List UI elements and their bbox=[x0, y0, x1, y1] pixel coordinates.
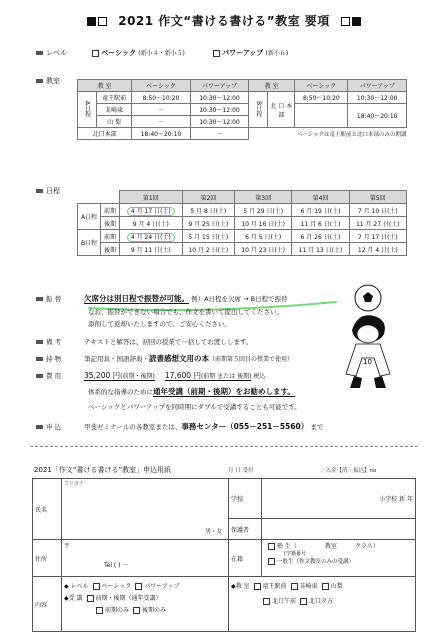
page-title: 2021 作文“書ける書ける”教室 要項 bbox=[0, 12, 448, 29]
status-field[interactable]: 塾 生（ 教室 クラス） (学籍番号 一般生（作文教室のみの受講） bbox=[262, 540, 416, 577]
group-cell: A日程 bbox=[78, 204, 101, 230]
form-label: 学校 bbox=[229, 479, 262, 519]
fee-recommend: 体系的な指導のために通年受講（前期・後期）をお勧めします。 bbox=[88, 387, 295, 396]
gender-option[interactable]: 男・女 bbox=[205, 529, 222, 535]
group-cell: B日程 bbox=[78, 230, 101, 256]
bullet-icon bbox=[36, 189, 43, 193]
square-outline-icon bbox=[341, 17, 350, 26]
cell: － bbox=[132, 104, 191, 116]
cell: 8:50～10:20 bbox=[132, 92, 191, 104]
svg-text:10: 10 bbox=[363, 358, 372, 366]
date-cell: 11 月 27 日(土) bbox=[349, 217, 406, 230]
checkbox-full-year[interactable] bbox=[87, 595, 94, 602]
bullet-icon bbox=[36, 357, 43, 361]
checkbox-room-yamanashi[interactable] bbox=[322, 583, 329, 590]
form-received: 月 日 受付 bbox=[228, 468, 254, 474]
cell: 10:30～12:00 bbox=[190, 92, 249, 104]
checkbox-room-kitaguchi-am[interactable] bbox=[263, 598, 270, 605]
date-cell: 6 月 19 日(土) bbox=[292, 204, 349, 217]
form-label: 氏名 bbox=[33, 479, 62, 540]
header-cell: ベーシック bbox=[295, 80, 348, 92]
cell: 竜王駅前 bbox=[97, 92, 132, 104]
bikou-row: 備 考 テキストと解答は、初回の授業で一括してお渡しします。 bbox=[36, 338, 252, 347]
date-cell: 6 月 26 日(土) bbox=[292, 230, 349, 243]
bullet-icon bbox=[36, 297, 43, 301]
transfer-row: 振 替 欠席分は別日程で振替が可能。 例）A日程を欠席 → B日程で振替 bbox=[36, 294, 366, 304]
date-cell: 5 月 8 日(土) bbox=[182, 204, 234, 217]
header-cell: ベーシック bbox=[132, 80, 191, 92]
date-cell: 10 月 2 日(土) bbox=[182, 243, 234, 256]
cut-line bbox=[30, 446, 418, 447]
cell: 北 口 本 部 bbox=[268, 92, 295, 128]
date-cell: 9 月 11 日(土) bbox=[120, 243, 183, 256]
bullet-icon bbox=[36, 340, 43, 344]
cell: 8:50～10:20 bbox=[295, 92, 348, 104]
bullet-icon bbox=[36, 425, 43, 429]
bullet-icon bbox=[36, 51, 43, 55]
term-cell: 前期 bbox=[101, 204, 120, 217]
corner-cell bbox=[78, 191, 120, 204]
name-field[interactable] bbox=[62, 479, 229, 540]
date-cell bbox=[120, 204, 183, 217]
checkbox-second-half[interactable] bbox=[133, 607, 140, 614]
header-cell: パワーアップ bbox=[190, 80, 249, 92]
square-outline-icon bbox=[98, 17, 107, 26]
header-cell: 教 室 bbox=[249, 80, 295, 92]
cell: 18:40～20:10 bbox=[132, 128, 191, 140]
level-row: レベル ベーシック (新小４・新小５) パワーアップ (新小６) bbox=[36, 48, 288, 58]
checkbox-room-kitaguchi-pm[interactable] bbox=[300, 598, 307, 605]
date-cell: 11 月 6 日(土) bbox=[292, 217, 349, 230]
date-cell: 11 月 13 日(土) bbox=[292, 243, 349, 256]
group-cell: A日程 bbox=[78, 92, 97, 128]
cell: 北口本部 bbox=[78, 128, 132, 140]
transfer-note: なお、振替ができない場合でも、作文を書いて提出してください。 bbox=[88, 308, 283, 316]
date-cell: 10 月 23 日(土) bbox=[235, 243, 292, 256]
classroom-note: ベーシックは竜王駅前と北口本部のみの開講 bbox=[296, 131, 407, 138]
cell: 18:40～20:10 bbox=[348, 104, 407, 128]
date-cell: 5 月 29 日(土) bbox=[235, 204, 292, 217]
schedule-table bbox=[77, 190, 407, 256]
form-paid: ／入金【済・振込】no bbox=[320, 468, 377, 474]
bullet-icon bbox=[36, 79, 43, 83]
term-cell: 後期 bbox=[101, 217, 120, 230]
checkbox-general[interactable] bbox=[268, 558, 275, 565]
cell: 10:30～12:00 bbox=[348, 92, 407, 104]
cell: 10:30～12:00 bbox=[190, 104, 249, 116]
cell: － bbox=[190, 128, 249, 140]
date-cell: 9 月 25 日(土) bbox=[182, 217, 234, 230]
bullet-icon bbox=[36, 374, 43, 378]
cell: 山 梨 bbox=[97, 116, 132, 128]
checkbox-power[interactable] bbox=[135, 583, 142, 590]
header-cell: 第2回 bbox=[182, 191, 234, 204]
cell: － bbox=[132, 116, 191, 128]
header-cell: 第1回 bbox=[120, 191, 183, 204]
highlighted-date: 4 月 24 日(土) bbox=[127, 233, 175, 242]
date-cell: 6 月 5 日(土) bbox=[235, 230, 292, 243]
mochimono-row: 持 物 筆記用具・国語辞典・読書感想文用の本（前期第５回目の授業で使用） bbox=[36, 354, 293, 364]
checkbox-room-nirasaki[interactable] bbox=[291, 583, 298, 590]
form-label: 住所 bbox=[33, 540, 62, 577]
header-cell: 第5回 bbox=[349, 191, 406, 204]
date-cell: 5 月 15 日(土) bbox=[182, 230, 234, 243]
postal-label: 〒 bbox=[64, 543, 71, 550]
checkbox-basic[interactable] bbox=[92, 50, 99, 57]
date-cell: 7 月 17 日(土) bbox=[349, 230, 406, 243]
school-field[interactable]: 小学校 新 年 bbox=[262, 479, 416, 519]
cell: 10:30～12:00 bbox=[190, 116, 249, 128]
content-right: ◆教 室 竜王駅前 韮崎東 山梨 北口午前 北口夕方 bbox=[229, 577, 416, 632]
checkbox-basic[interactable] bbox=[93, 583, 100, 590]
content-left: ◆ レベル ベーシック パワーアップ ◆受 講 前期・後期（通年受講） 前期のみ 後期のみ bbox=[62, 577, 229, 632]
address-field[interactable] bbox=[62, 540, 229, 577]
header-cell: 第4回 bbox=[292, 191, 349, 204]
square-filled-icon bbox=[87, 17, 96, 26]
application-form bbox=[32, 478, 416, 632]
tel-field[interactable]: Tel ( ) － bbox=[104, 562, 129, 569]
header-cell: 第3回 bbox=[235, 191, 292, 204]
square-filled-icon bbox=[352, 17, 361, 26]
term-cell: 後期 bbox=[101, 243, 120, 256]
fee-note: ベーシックとパワーアップを同時期にダブルで受講することも可能です。 bbox=[88, 403, 301, 411]
form-title: 2021「作文“書ける書ける”教室」申込用紙 bbox=[34, 466, 172, 474]
header-cell: パワーアップ bbox=[348, 80, 407, 92]
cell bbox=[295, 104, 348, 128]
classroom-label: 教室 bbox=[36, 76, 60, 86]
term-cell: 前期 bbox=[101, 230, 120, 243]
checkbox-first-half[interactable] bbox=[96, 607, 103, 614]
fee-row: 費 用 35,200 円(前期・後期) 17,600 円(前期 または 後期) 税込 bbox=[36, 371, 266, 381]
transfer-note: 添削して返却いたしますので、ご安心ください。 bbox=[88, 320, 231, 328]
date-cell: 10 月 16 日(土) bbox=[235, 217, 292, 230]
highlighted-date: 4 月 17 日(土) bbox=[127, 207, 175, 216]
furigana-label: フリガナ bbox=[64, 481, 84, 487]
guardian-field[interactable] bbox=[262, 519, 416, 540]
checkbox-student[interactable] bbox=[268, 543, 275, 550]
schedule-label: 日程 bbox=[36, 186, 60, 196]
date-cell: 12 月 4 日(土) bbox=[349, 243, 406, 256]
date-cell bbox=[120, 230, 183, 243]
date-cell: 7 月 10 日(土) bbox=[349, 204, 406, 217]
date-cell: 9 月 4 日(土) bbox=[120, 217, 183, 230]
form-label: 在籍 bbox=[229, 540, 262, 577]
cell: 韮崎東 bbox=[97, 104, 132, 116]
form-label: 内容 bbox=[33, 577, 62, 632]
checkbox-power[interactable] bbox=[213, 50, 220, 57]
group-cell: B日程 bbox=[249, 92, 268, 128]
apply-row: 申 込 甲斐ゼミナールの各教室または、事務センター（055－251－5560） まで bbox=[36, 422, 323, 432]
header-cell: 教 室 bbox=[78, 80, 132, 92]
checkbox-room-ryuo[interactable] bbox=[254, 583, 261, 590]
classroom-table bbox=[77, 79, 407, 140]
form-label: 保護者 bbox=[229, 519, 262, 540]
